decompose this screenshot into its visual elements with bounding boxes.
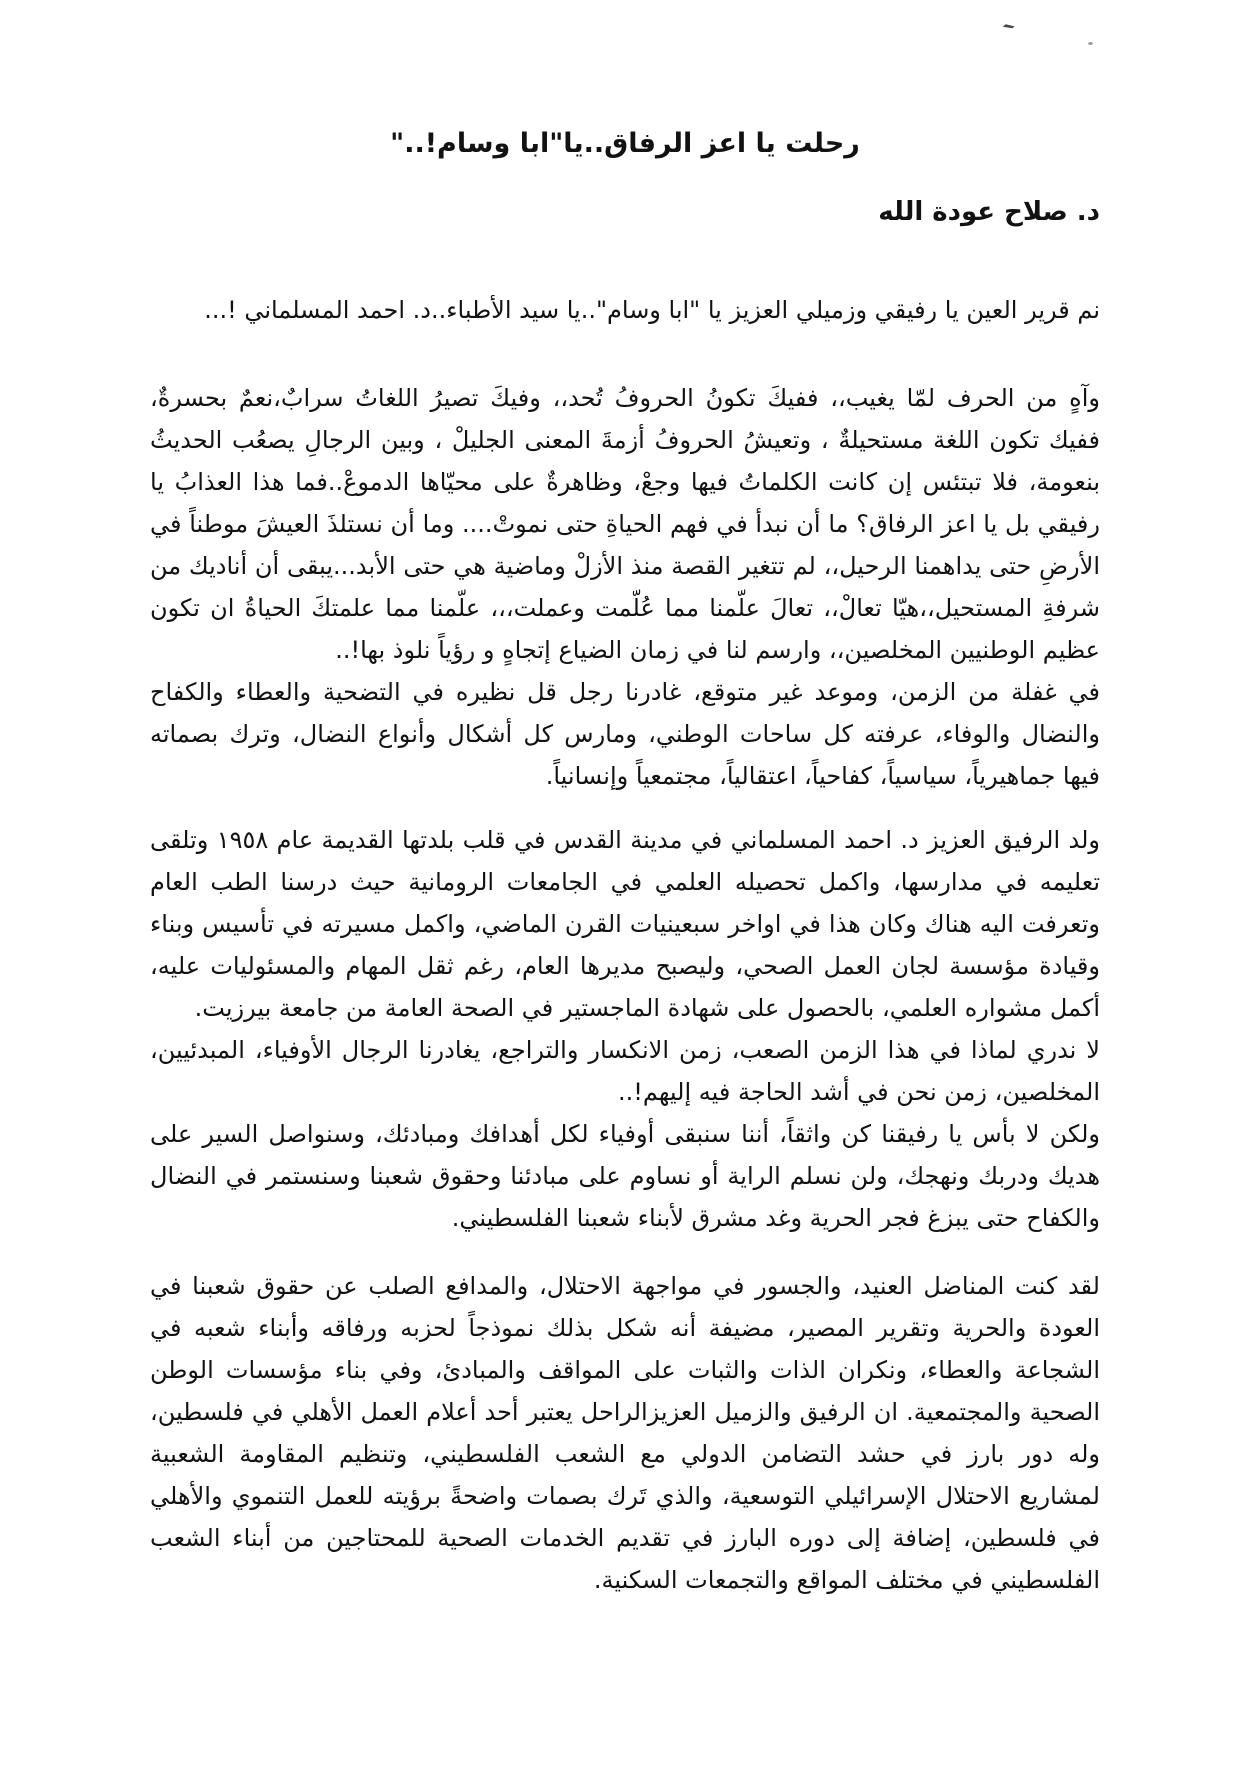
page-title: رحلت يا اعز الرفاق..يا"ابا وسام!.." <box>390 128 860 159</box>
author-byline: د. صلاح عودة الله <box>878 197 1100 227</box>
paragraph-opening-address: نم قرير العين يا رفيقي وزميلي العزيز يا "ابا وسام"..يا سيد الأطباء..د. احمد المسلماني !... <box>204 296 1100 324</box>
pen-mark-icon: ˋ <box>997 12 1043 62</box>
paragraph-hard-times: لا ندري لماذا في هذا الزمن الصعب، زمن الانكسار والتراجع، يغادرنا الرجال الأوفياء، المبدئيين، المخلصين، زمن نحن في أشد الحاجة فيه إليهم!.. <box>150 1036 1100 1106</box>
ink-dot-icon <box>1088 42 1093 45</box>
paragraph-tribute: لقد كنت المناضل العنيد، والجسور في مواجهة الاحتلال، والمدافع الصلب عن حقوق شعبنا في العودة والحرية وتقرير المصير، مضيفة أنه شكل بذلك نموذجاً لحزبه ورفاقه وأبناء شعبه في الشجاعة والعطاء، ونكران الذات والثبات على المواقف والمبادئ، وفي بناء مؤسسات الوطن الصحية والمجتمعية. ان الرفيق والزميل العزيزالراحل يعتبر أحد أعلام العمل الأهلي في فلسطين، وله دور بارز في حشد التضامن الدولي مع الشعب الفلسطيني، وتنظيم المقاومة الشعبية لمشاريع الاحتلال الإسرائيلي التوسعية، والذي تَرك بصمات واضحةً برؤيته للعمل التنموي والأهلي في فلسطين، إضافة إلى دوره البارز في تقديم الخدمات الصحية للمحتاجين من أبناء الشعب الفلسطيني في مختلف المواقع والتجمعات السكنية. <box>150 1272 1100 1594</box>
paragraph-lament: وآهٍ من الحرف لمّا يغيب،، ففيكَ تكونُ الحروفُ تُحد،، وفيكَ تصيرُ اللغاتُ سرابٌ،نعمٌ بحسرةٌ، ففيك تكون اللغة مستحيلةٌ ، وتعيشُ الحروفُ أزمةَ المعنى الجليلْ ، وبين الرجالِ يصعُب الحديثُ بنعومة، فلا تبتئس إن كانت الكلماتُ فيها وجعْ، وظاهرةٌ على محيّاها الدموعْ..فما هذا العذابُ يا رفيقي بل يا اعز الرفاق؟ ما أن نبدأ في فهم الحياةِ حتى نموتْ.... وما أن نستلذَ العيشَ موطناً في الأرضِ حتى يداهمنا الرحيل،، لم تتغير القصة منذ الأزلْ وماضية هي حتى الأبد...يبقى أن أناديك من شرفةِ المستحيل،،هيّا تعالْ،، تعالَ علّمنا مما عُلّمت وعملت،،، علّمنا مما علمتكَ الحياةُ ان تكون عظيم الوطنيين المخلصين،، وارسم لنا في زمان الضياع إتجاهٍ و رؤياً نلوذ بها!.. <box>150 384 1100 664</box>
paragraph-biography: ولد الرفيق العزيز د. احمد المسلماني في مدينة القدس في قلب بلدتها القديمة عام ١٩٥٨ وتلقى تعليمه في مدارسها، واكمل تحصيله العلمي في الجامعات الرومانية حيث درسنا الطب العام وتعرفت اليه هناك وكان هذا في اواخر سبعينيات القرن الماضي، واكمل مسيرته في تأسيس وبناء وقيادة مؤسسة لجان العمل الصحي، وليصبح مديرها العام، رغم ثقل المهام والمسئوليات عليه، أكمل مشواره العلمي، بالحصول على شهادة الماجستير في الصحة العامة من جامعة بيرزيت. <box>150 826 1100 1022</box>
paragraph-departure: في غفلة من الزمن، وموعد غير متوقع، غادرنا رجل قل نظيره في التضحية والعطاء والكفاح والنضال والوفاء، عرفته كل ساحات الوطني، ومارس كل أشكال وأنواع النضال، وترك بصماته فيها جماهيرياً، سياسياً، كفاحياً، اعتقالياً، مجتمعياً وإنسانياً. <box>150 678 1100 790</box>
document-body <box>150 128 1100 1601</box>
paragraph-pledge: ولكن لا بأس يا رفيقنا كن واثقاً، أننا سنبقى أوفياء لكل أهدافك ومبادئك، وسنواصل السير على هديك ودربك ونهجك، ولن نسلم الراية أو نساوم على مبادئنا وحقوق شعبنا وسنستمر في النضال والكفاح حتى يبزغ فجر الحرية وغد مشرق لأبناء شعبنا الفلسطيني. <box>150 1120 1100 1232</box>
